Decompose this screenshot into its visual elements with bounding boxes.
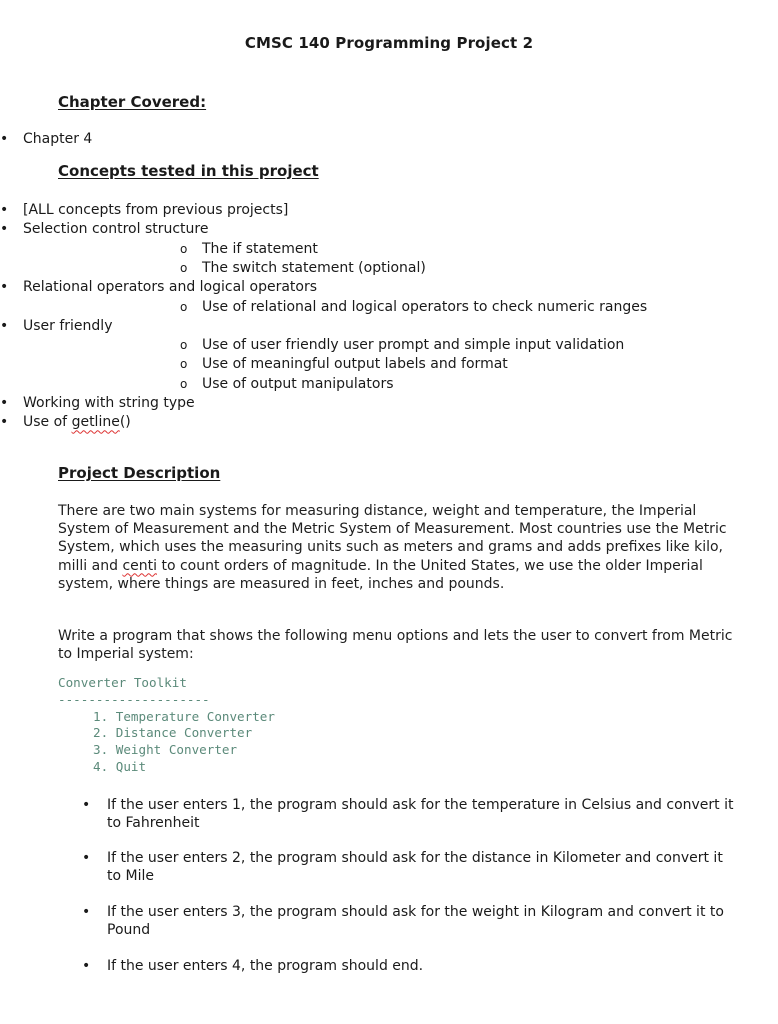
- menu-option: 1. Temperature Converter: [93, 708, 275, 724]
- circle-bullet-icon: o: [180, 260, 188, 275]
- bullet-icon: •: [82, 797, 91, 813]
- circle-bullet-icon: o: [180, 376, 188, 391]
- menu-title: Converter Toolkit: [58, 675, 187, 690]
- concepts-heading: Concepts tested in this project: [58, 162, 319, 180]
- circle-bullet-icon: o: [180, 299, 188, 314]
- circle-bullet-icon: o: [180, 338, 188, 353]
- spellcheck-word: getline: [71, 414, 120, 431]
- bullet-icon: •: [82, 904, 91, 920]
- bullet-icon: •: [0, 221, 9, 238]
- bullet-icon: •: [0, 202, 9, 218]
- bullet-icon: •: [0, 414, 9, 431]
- bullet-icon: •: [0, 317, 9, 334]
- menu-option: 4. Quit: [93, 758, 147, 774]
- description-paragraph: There are two main systems for measuring distance, weight and temperature, the Imperial System of Measurement and the Metric System of Measurement. Most countries use the Metric System, which uses the measuring units such as meters and grams and adds prefixes like kilo, milli and centi to count orders of magnitude. In the United States, we use the older Imperial system, where things are measured in feet, inches and pounds.: [58, 503, 727, 592]
- bullet-icon: •: [82, 958, 91, 974]
- bullet-icon: •: [82, 850, 91, 866]
- circle-bullet-icon: o: [180, 357, 188, 372]
- spellcheck-word: centi: [122, 557, 157, 574]
- page-title: CMSC 140 Programming Project 2: [244, 34, 534, 52]
- chapter-heading: Chapter Covered:: [58, 93, 207, 111]
- menu-code-block: [58, 675, 275, 776]
- circle-bullet-icon: o: [180, 241, 188, 256]
- description-heading: Project Description: [58, 464, 221, 482]
- instruction-paragraph: Write a program that shows the following menu options and lets the user to convert from Metric to Imperial system:: [58, 628, 733, 663]
- menu-option: 2. Distance Converter: [93, 725, 253, 741]
- document-page: CMSC 140 Programming Project 2 Chapter Covered: • Chapter 4 Concepts tested in this project • [ALL concepts from previous projects] • Selection control structure o The if statement o The switch statement (optional) • Relational operators and logical operators o Use of relational and logical operators to check numeric ranges • User friendly o Use of user friendly user prompt and simple input validation o Use of meaningful output labels and format o Use of output manipulators • Working with string type • Use of getline() Project Description There are two main systems for measuring distance, weight and temperature, the Imperial System of Measurement and the Metric System of Measurement. Most countries use the Metric System, which uses the measuring units such as meters and grams and adds prefixes like kilo, milli and centi to count orders of magnitude. In the United States, we use the older Imperial system, where things are measured in feet, inches and pounds. Write a program that shows the following menu options and lets the user to convert from Metric to Imperial system: Converter Toolkit -------------------- 1. Temperature Converter 2. Distance Converter 3. Weight Converter 4. Quit • If the user enters 1, the program should ask for the temperature in Celsius and convert it to Fahrenheit • If the user enters 2, the program should ask for the distance in Kilometer and convert it to Mile • If the user enters 3, the program should ask for the weight in Kilogram and convert it to Pound • If the user enters 4, the program should end.: [0, 0, 778, 1024]
- bullet-icon: •: [0, 395, 9, 411]
- bullet-icon: •: [0, 131, 9, 147]
- menu-separator: --------------------: [58, 691, 210, 707]
- bullet-icon: •: [0, 279, 9, 296]
- menu-option: 3. Weight Converter: [93, 742, 238, 758]
